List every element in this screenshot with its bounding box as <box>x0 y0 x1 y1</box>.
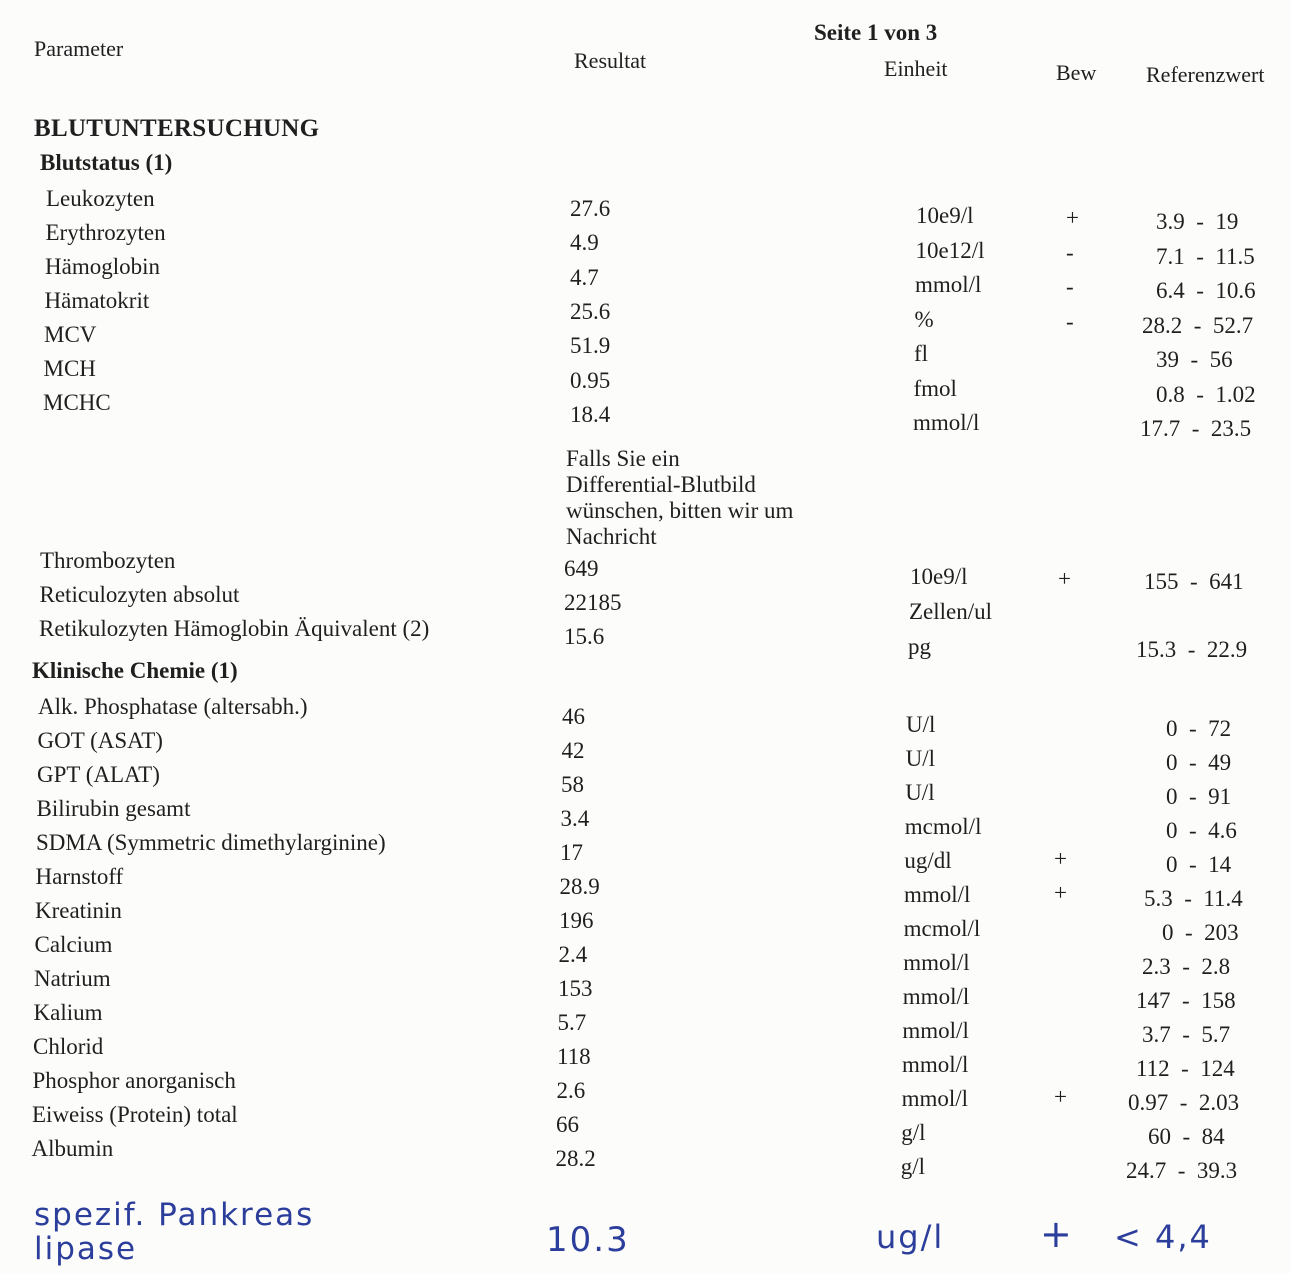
row-result: 4.7 <box>570 264 599 290</box>
row-unit: ug/dl <box>904 848 952 873</box>
row-reference: 0.8 - 1.02 <box>1156 381 1256 407</box>
row-parameter: MCH <box>43 356 96 381</box>
row-parameter: Bilirubin gesamt <box>36 796 191 821</box>
row-result: 46 <box>562 704 585 729</box>
row-reference: 6.4 - 10.6 <box>1156 278 1256 303</box>
row-reference: 0 - 72 <box>1166 716 1232 741</box>
row-unit: U/l <box>906 712 936 737</box>
row-result: 22185 <box>564 590 622 615</box>
row-result: 2.4 <box>558 942 588 967</box>
row-rating: + <box>1058 566 1071 591</box>
column-header-unit: Einheit <box>884 56 948 81</box>
row-unit: pg <box>908 634 931 659</box>
row-parameter: Albumin <box>31 1136 114 1161</box>
row-rating: + <box>1066 205 1079 230</box>
row-rating: + <box>1054 846 1067 871</box>
section-title: BLUTUNTERSUCHUNG <box>34 115 320 142</box>
row-result: 196 <box>559 908 594 933</box>
handwritten-parameter-line: spezif. Pankreas <box>34 1197 315 1233</box>
row-unit: g/l <box>900 1154 926 1179</box>
row-result: 5.7 <box>557 1010 587 1035</box>
row-reference: 3.9 - 19 <box>1156 209 1239 234</box>
row-result: 15.6 <box>564 624 605 649</box>
row-parameter: GPT (ALAT) <box>37 762 160 787</box>
row-reference: 24.7 - 39.3 <box>1126 1158 1238 1183</box>
row-reference: 147 - 158 <box>1136 988 1236 1013</box>
row-parameter: Chlorid <box>33 1034 104 1059</box>
row-parameter: Alk. Phosphatase (altersabh.) <box>38 694 308 719</box>
row-parameter: Reticulozyten absolut <box>39 582 240 607</box>
handwritten-parameter <box>34 1198 314 1266</box>
row-result: 3.4 <box>560 806 590 831</box>
row-unit: mmol/l <box>913 410 980 435</box>
row-unit: mmol/l <box>915 272 982 297</box>
row-reference: 39 - 56 <box>1156 347 1233 372</box>
column-header-rating: Bew <box>1056 60 1097 85</box>
row-unit: % <box>914 306 934 332</box>
row-reference: 155 - 641 <box>1144 569 1244 594</box>
row-parameter: Hämatokrit <box>44 288 150 313</box>
row-unit: U/l <box>905 780 935 805</box>
row-result: 58 <box>561 772 584 797</box>
row-reference: 0 - 49 <box>1166 750 1232 775</box>
row-rating: + <box>1054 880 1067 905</box>
row-result: 28.2 <box>555 1146 596 1171</box>
handwritten-reference: < 4,4 <box>1114 1218 1212 1256</box>
row-result: 4.9 <box>570 230 599 256</box>
row-reference: 112 - 124 <box>1136 1056 1235 1081</box>
row-parameter: Kalium <box>33 1000 103 1025</box>
row-unit: mcmol/l <box>904 814 982 839</box>
row-parameter: Leukozyten <box>46 186 155 211</box>
column-header-parameter: Parameter <box>34 36 124 61</box>
row-rating: + <box>1054 1084 1067 1109</box>
row-unit: mmol/l <box>903 950 970 975</box>
handwritten-rating: + <box>1040 1212 1074 1256</box>
row-reference: 28.2 - 52.7 <box>1142 312 1254 338</box>
row-unit: g/l <box>901 1120 926 1145</box>
note-line: Differential-Blutbild <box>566 472 756 497</box>
page-indicator: Seite 1 von 3 <box>814 20 938 45</box>
subsection-title-blutstatus: Blutstatus (1) <box>40 150 173 175</box>
row-reference: 2.3 - 2.8 <box>1142 954 1231 979</box>
handwritten-result: 10.3 <box>546 1220 630 1260</box>
subsection-title-chemie: Klinische Chemie (1) <box>32 658 238 683</box>
row-reference: 0 - 91 <box>1166 784 1232 809</box>
row-unit: mmol/l <box>902 1018 969 1043</box>
row-reference: 60 - 84 <box>1148 1124 1225 1149</box>
row-parameter: GOT (ASAT) <box>37 728 163 753</box>
row-rating: - <box>1066 274 1074 299</box>
row-result: 42 <box>561 738 585 763</box>
row-rating: - <box>1066 239 1074 265</box>
column-header-result: Resultat <box>574 48 647 73</box>
column-header-reference: Referenzwert <box>1146 62 1265 87</box>
note-line: Nachricht <box>566 524 657 549</box>
row-unit: mmol/l <box>902 1052 969 1077</box>
note-line: Falls Sie ein <box>566 446 680 471</box>
row-reference: 17.7 - 23.5 <box>1140 416 1252 441</box>
differential-note <box>566 446 793 550</box>
handwritten-parameter-line: lipase <box>34 1231 138 1267</box>
row-result: 25.6 <box>570 298 611 324</box>
row-result: 118 <box>557 1044 591 1069</box>
row-reference: 0.97 - 2.03 <box>1128 1090 1240 1115</box>
row-parameter: Calcium <box>34 932 113 957</box>
row-result: 27.6 <box>570 196 611 221</box>
row-result: 51.9 <box>570 333 611 359</box>
row-parameter: Phosphor anorganisch <box>32 1068 236 1093</box>
row-unit: 10e9/l <box>910 564 968 589</box>
row-parameter: Retikulozyten Hämoglobin Äquivalent (2) <box>39 616 430 641</box>
row-parameter: MCHC <box>43 390 111 415</box>
row-parameter: MCV <box>44 322 97 347</box>
row-parameter: Kreatinin <box>35 898 122 923</box>
row-reference: 3.7 - 5.7 <box>1142 1022 1231 1047</box>
row-reference: 0 - 4.6 <box>1166 818 1237 843</box>
row-result: 649 <box>564 556 599 581</box>
row-reference: 0 - 203 <box>1162 920 1239 945</box>
row-parameter: Natrium <box>34 966 111 991</box>
row-unit: mmol/l <box>901 1086 969 1111</box>
row-reference: 15.3 - 22.9 <box>1136 637 1248 662</box>
row-parameter: Erythrozyten <box>45 220 166 245</box>
row-rating: - <box>1066 308 1074 334</box>
row-result: 2.6 <box>556 1078 586 1103</box>
row-result: 153 <box>558 976 593 1001</box>
row-unit: Zellen/ul <box>909 599 993 624</box>
row-parameter: Thrombozyten <box>40 548 176 573</box>
row-unit: mcmol/l <box>903 916 981 941</box>
row-result: 17 <box>560 840 583 865</box>
row-result: 28.9 <box>559 874 600 899</box>
row-unit: U/l <box>905 746 935 771</box>
row-unit: mmol/l <box>904 882 971 907</box>
row-reference: 0 - 14 <box>1166 852 1232 877</box>
row-reference: 5.3 - 11.4 <box>1144 886 1243 911</box>
row-unit: 10e12/l <box>915 237 985 263</box>
note-line: wünschen, bitten wir um <box>566 498 794 523</box>
row-result: 66 <box>556 1112 579 1137</box>
row-result: 0.95 <box>570 367 611 393</box>
row-unit: fl <box>914 341 929 366</box>
row-result: 18.4 <box>570 401 611 427</box>
row-parameter: Harnstoff <box>35 864 124 889</box>
row-parameter: Eiweiss (Protein) total <box>32 1102 238 1127</box>
row-reference: 7.1 - 11.5 <box>1156 243 1255 269</box>
row-parameter: SDMA (Symmetric dimethylarginine) <box>36 830 386 855</box>
row-unit: fmol <box>913 375 957 401</box>
row-unit: 10e9/l <box>916 203 974 228</box>
row-unit: mmol/l <box>902 984 970 1009</box>
row-parameter: Hämoglobin <box>45 254 160 279</box>
handwritten-unit: ug/l <box>876 1218 945 1256</box>
